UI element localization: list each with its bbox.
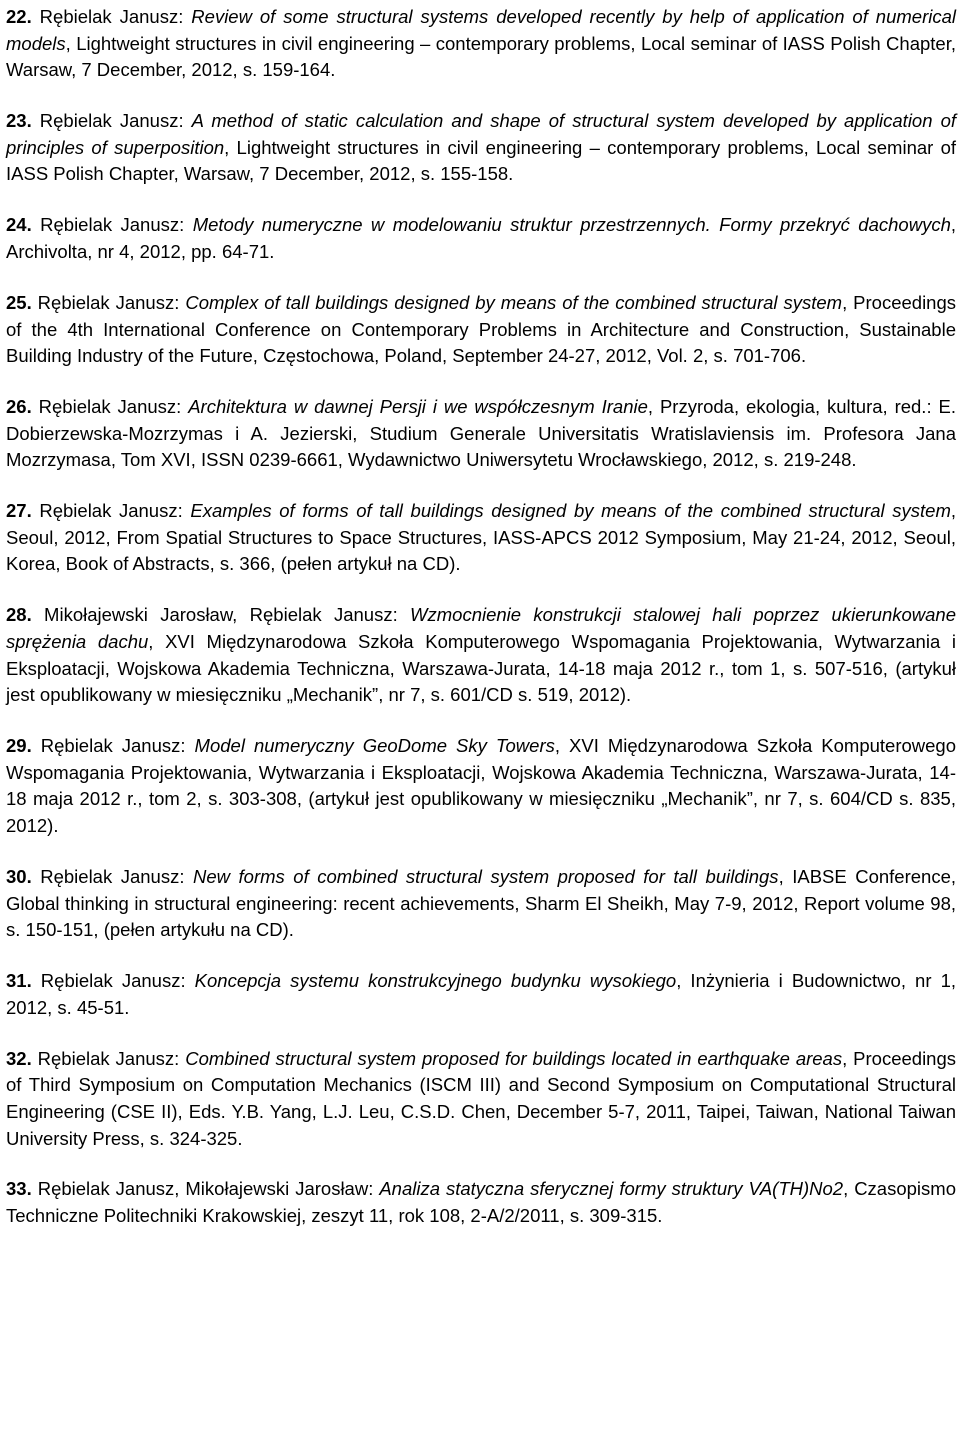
entry-authors: Rębielak Janusz:	[37, 1047, 186, 1069]
entry-number: 25.	[6, 291, 32, 313]
entry-title: Analiza statyczna sferycznej formy struktury VA(TH)No2	[379, 1178, 844, 1200]
entry-details: , Inżynieria i Budownictwo, nr 1, 2012, s. 45-51.	[6, 970, 956, 1018]
entry-authors: Rębielak Janusz:	[40, 214, 193, 236]
entry-details: , Lightweight structures in civil engineering – contemporary problems, Local seminar of IASS Polish Chapter, Warsaw, 7 December, 2012, s. 159-164.	[6, 32, 956, 81]
entry-title: Koncepcja systemu konstrukcyjnego budynku wysokiego	[194, 970, 677, 992]
publication-entry-23	[6, 108, 956, 188]
entry-authors: Rębielak Janusz:	[40, 970, 195, 992]
publication-entry-22	[6, 4, 956, 84]
entry-number: 30.	[6, 865, 32, 887]
entry-number: 33.	[6, 1178, 32, 1200]
publication-entry-30	[6, 864, 956, 944]
publication-entry-33	[6, 1176, 956, 1229]
publication-entry-25	[6, 290, 956, 370]
entry-number: 32.	[6, 1047, 32, 1069]
entry-authors: Rębielak Janusz:	[39, 500, 191, 522]
entry-number: 28.	[6, 604, 32, 626]
entry-authors: Rębielak Janusz:	[37, 291, 186, 313]
entry-title: New forms of combined structural system proposed for tall buildings	[193, 865, 779, 887]
entry-authors: Rębielak Janusz, Mikołajewski Jarosław:	[37, 1178, 380, 1200]
entry-details: , Lightweight structures in civil engineering – contemporary problems, Local seminar of IASS Polish Chapter, Warsaw, 7 December, 2012, s. 155-158.	[6, 136, 957, 185]
entry-title: A method of static calculation and shape of structural system developed by application of principles of superposition	[6, 110, 956, 158]
entry-number: 24.	[6, 214, 32, 236]
entry-title: Examples of forms of tall buildings designed by means of the combined structural system	[190, 500, 951, 522]
publication-entry-27	[6, 498, 956, 578]
entry-number: 31.	[6, 970, 32, 992]
entry-authors: Rębielak Janusz:	[40, 735, 195, 757]
entry-details: , IABSE Conference, Global thinking in structural engineering: recent achievements, Sharm El Sheikh, May 7-9, 2012, Report volume 98, s. 150-151, (pełen artykułu na CD).	[6, 865, 956, 941]
publication-entry-26	[6, 394, 956, 474]
entry-authors: Rębielak Janusz:	[39, 6, 192, 27]
entry-number: 27.	[6, 500, 32, 522]
publication-entry-24	[6, 212, 956, 265]
entry-authors: Rębielak Janusz:	[38, 396, 189, 418]
entry-details: , Proceedings of Third Symposium on Computation Mechanics (ISCM III) and Second Symposium on Computational Structural Engineering (CSE II), Eds. Y.B. Yang, L.J. Leu, C.S.D. Chen, December 5-7, 2011, Taipei, Taiwan, National Taiwan University Press, s. 324-325.	[6, 1047, 957, 1149]
entry-details: , XVI Międzynarodowa Szkoła Komputerowego Wspomagania Projektowania, Wytwarzania i Eksploatacji, Wojskowa Akademia Techniczna, Warszawa-Jurata, 14-18 maja 2012 r., tom 2, s. 303-308, (artykuł jest opublikowany w miesięczniku „Mechanik”, nr 7, s. 604/CD s. 835, 2012).	[6, 735, 957, 836]
publication-entry-31	[6, 968, 956, 1021]
entry-authors: Rębielak Janusz:	[40, 865, 193, 887]
entry-number: 26.	[6, 396, 32, 418]
entry-authors: Rębielak Janusz:	[39, 110, 192, 132]
publication-entry-28	[6, 602, 956, 708]
entry-details: , Przyroda, ekologia, kultura, red.: E. Dobierzewska-Mozrzymas i A. Jezierski, Studium Generale Universitatis Wratislaviensis im. Profesora Jana Mozrzymasa, Tom XVI, ISSN 0239-6661, Wydawnictwo Uniwersytetu Wrocławskiego, 2012, s. 219-248.	[6, 396, 956, 471]
entry-title: Combined structural system proposed for buildings located in earthquake areas	[185, 1047, 843, 1069]
entry-title: Review of some structural systems developed recently by help of application of numerical models	[6, 6, 956, 54]
entry-details: , Czasopismo Techniczne Politechniki Krakowskiej, zeszyt 11, rok 108, 2-A/2/2011, s. 309-315.	[6, 1178, 956, 1227]
entry-title: Architektura w dawnej Persji i we współczesnym Iranie	[188, 396, 648, 418]
entry-details: , Proceedings of the 4th International Conference on Contemporary Problems in Architecture and Construction, Sustainable Building Industry of the Future, Częstochowa, Poland, September 24-27, 2012, Vol. 2, s. 701-706.	[6, 291, 957, 367]
entry-title: Complex of tall buildings designed by means of the combined structural system	[185, 291, 843, 313]
publication-entry-29	[6, 733, 956, 839]
entry-title: Metody numeryczne w modelowaniu struktur przestrzennych. Formy przekryć dachowych	[192, 214, 951, 236]
entry-details: , Archivolta, nr 4, 2012, pp. 64-71.	[6, 214, 956, 262]
entry-title: Wzmocnienie konstrukcji stalowej hali poprzez ukierunkowane sprężenia dachu	[6, 604, 956, 653]
publication-entry-32	[6, 1046, 956, 1152]
entry-number: 29.	[6, 735, 32, 757]
entry-title: Model numeryczny GeoDome Sky Towers	[194, 735, 555, 757]
entry-details: , Seoul, 2012, From Spatial Structures to Space Structures, IASS-APCS 2012 Symposium, May 21-24, 2012, Seoul, Korea, Book of Abstracts, s. 366, (pełen artykuł na CD).	[6, 500, 957, 575]
entry-details: , XVI Międzynarodowa Szkoła Komputerowego Wspomagania Projektowania, Wytwarzania i Eksploatacji, Wojskowa Akademia Techniczna, Warszawa-Jurata, 14-18 maja 2012 r., tom 1, s. 507-516, (artykuł jest opublikowany w miesięczniku „Mechanik”, nr 7, s. 601/CD s. 519, 2012).	[6, 631, 957, 706]
entry-authors: Mikołajewski Jarosław, Rębielak Janusz:	[44, 604, 411, 626]
entry-number: 23.	[6, 110, 32, 132]
entry-number: 22.	[6, 6, 32, 27]
